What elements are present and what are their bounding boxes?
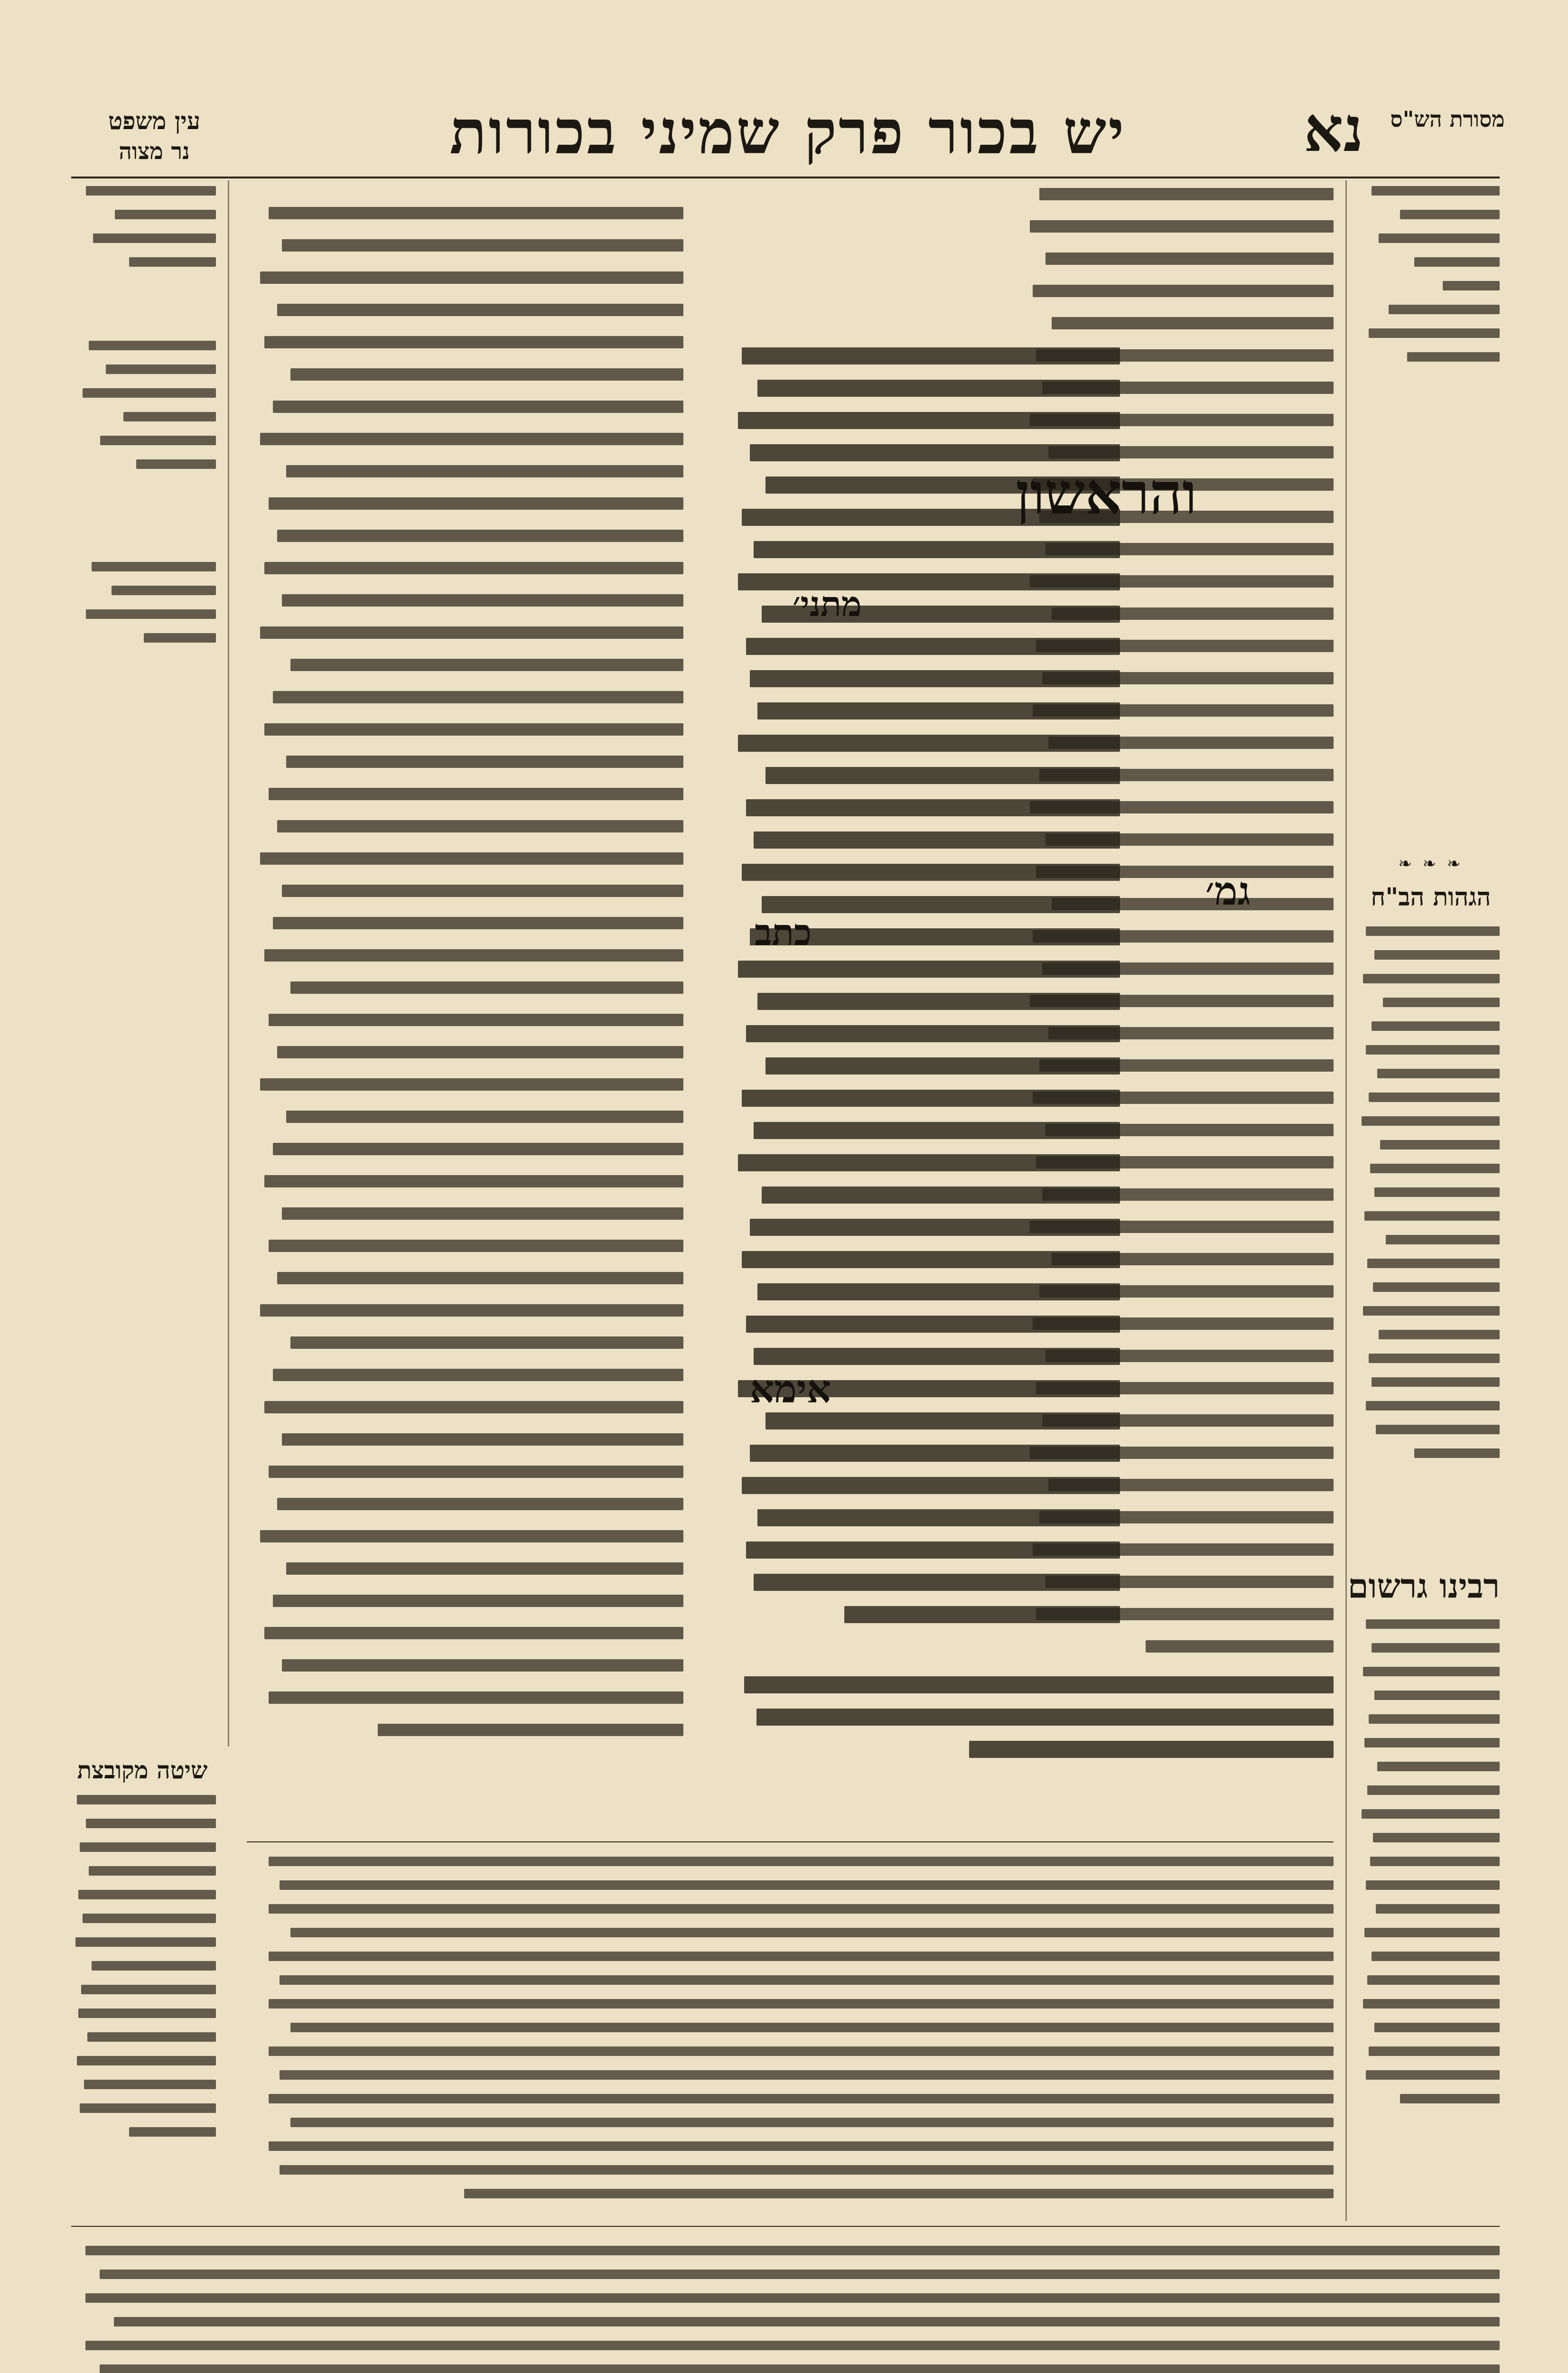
- gemara-column: [726, 342, 1120, 1666]
- bottom-commentary: [247, 1851, 1334, 2221]
- rabbenu-gershom-heading: רבינו גרשום: [1347, 1566, 1500, 1606]
- folio-number: נא: [1304, 93, 1363, 166]
- ein-mishpat-label: עין משפט: [108, 107, 200, 135]
- page-title: יש בכור פרק שמיני בכורות: [449, 97, 1126, 168]
- ornament-top: ❧ ❧ ❧: [1398, 854, 1464, 873]
- bottom-rule: [247, 1841, 1334, 1842]
- lead-word-gemara: גמ׳: [1205, 869, 1251, 914]
- shita-mekubetzet-heading: שיטה מקובצת: [77, 1756, 208, 1784]
- rabbenu-gershom-text: [1357, 1614, 1500, 2221]
- divider-left: [228, 180, 229, 1747]
- masoret-hashas-label: מסורת הש"ס: [1390, 106, 1505, 132]
- ein-mishpat-column: [71, 180, 216, 1699]
- header-rule: [71, 177, 1500, 178]
- lead-word-matni: מתני׳: [793, 584, 862, 624]
- footnote-rule: [71, 2226, 1500, 2227]
- shita-mekubetzet-text: [71, 1789, 216, 2216]
- gemara-continuation: [726, 1671, 1334, 1799]
- lead-word-ktiv: כתב: [755, 911, 812, 953]
- hagahot-text: [1357, 921, 1500, 1547]
- footnotes: [71, 2240, 1500, 2373]
- rashi-column: [247, 199, 683, 1766]
- divider-right: [1345, 180, 1347, 2221]
- ner-mitzvah-label: נר מצוה: [119, 138, 190, 165]
- lead-word-imma: אימא: [750, 1367, 831, 1411]
- hagahot-heading: הגהות הב"ח: [1371, 883, 1491, 912]
- lead-word-harishon: והראשון: [1016, 460, 1197, 527]
